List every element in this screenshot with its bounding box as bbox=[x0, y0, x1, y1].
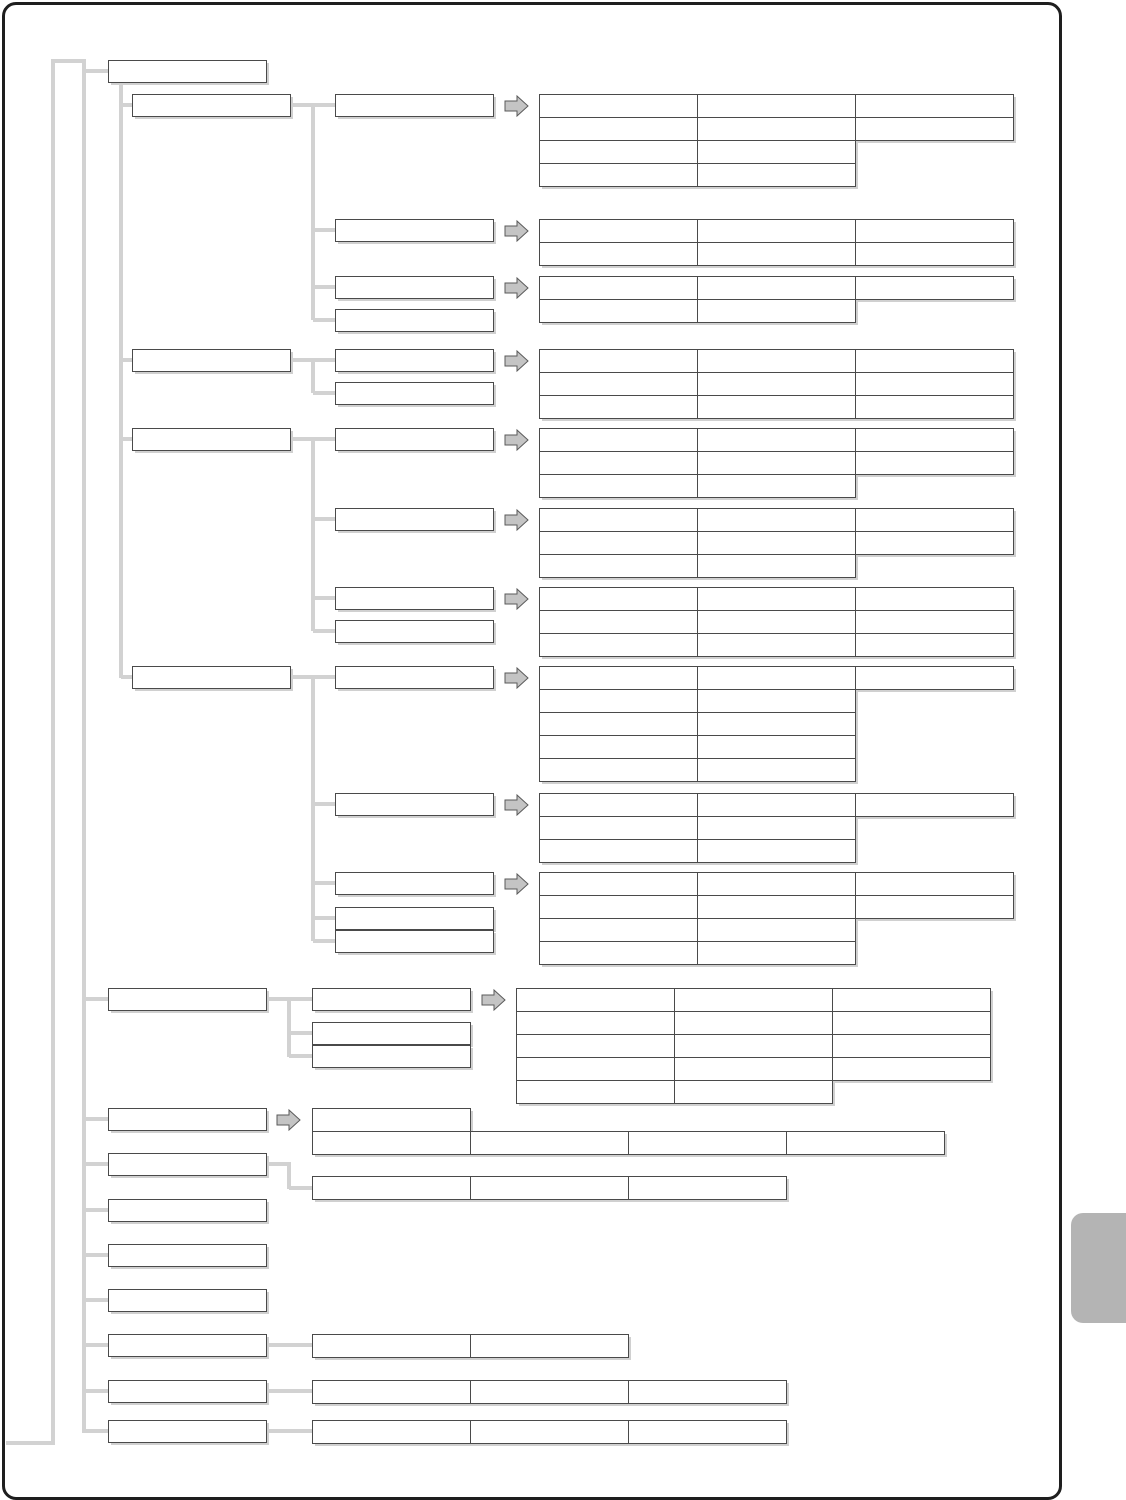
option-grid-2-1-cell bbox=[856, 509, 1014, 532]
right-arrow-icon bbox=[505, 221, 528, 241]
option-row-9-cell bbox=[471, 1421, 629, 1444]
option-grid-2-2-cell bbox=[698, 588, 856, 611]
right-arrow-icon bbox=[505, 589, 528, 609]
connector-line bbox=[121, 103, 132, 107]
item-node-0-0 bbox=[336, 95, 494, 117]
option-grid-2-1-cell bbox=[540, 555, 698, 578]
tree-nodes bbox=[109, 61, 1017, 1447]
connector-line bbox=[121, 358, 132, 362]
right-arrow-icon bbox=[505, 668, 528, 688]
option-grid-3-2-cell bbox=[698, 919, 856, 942]
item-spine-line bbox=[311, 439, 315, 631]
option-grid-1-0-cell bbox=[698, 373, 856, 396]
option-grid-1-0-cell bbox=[856, 350, 1014, 373]
option-grid-l1-0-cell bbox=[833, 989, 991, 1012]
option-grid-0-1-cell bbox=[540, 220, 698, 243]
option-grid-2-2-cell bbox=[856, 588, 1014, 611]
connector-line bbox=[266, 1162, 289, 1166]
option-grid-0-0-cell bbox=[698, 118, 856, 141]
option-grid-1-0-cell bbox=[856, 396, 1014, 419]
connector-line bbox=[84, 1343, 108, 1347]
main-trunk-line bbox=[51, 59, 55, 1445]
level1-node-4 bbox=[109, 1200, 267, 1222]
option-grid-l1-0-cell bbox=[517, 1058, 675, 1081]
option-grid-0-2-cell bbox=[698, 277, 856, 300]
connector-line bbox=[84, 1389, 108, 1393]
option-grid-3-2-cell bbox=[540, 942, 698, 965]
option-grid-3-1-cell bbox=[540, 840, 698, 863]
option-grid-0-0-cell bbox=[856, 118, 1014, 141]
panel-row-cell bbox=[313, 1132, 471, 1155]
panel-row-cell bbox=[787, 1132, 945, 1155]
connector-line bbox=[313, 103, 335, 107]
option-grid-0-0-cell bbox=[856, 95, 1014, 118]
option-grid-3-0-cell bbox=[856, 667, 1014, 690]
option-row-8-cell bbox=[471, 1381, 629, 1404]
connector-line bbox=[313, 358, 335, 362]
option-grid-3-0-cell bbox=[698, 736, 856, 759]
level1-1-item-2 bbox=[313, 1046, 471, 1068]
option-grid-l1-0-cell bbox=[675, 1058, 833, 1081]
connector-line bbox=[313, 596, 335, 600]
option-grid-3-1-cell bbox=[698, 794, 856, 817]
item-spine-line bbox=[287, 999, 291, 1057]
connector-line bbox=[290, 358, 313, 362]
connector-line bbox=[313, 629, 335, 633]
option-row-7-cell bbox=[471, 1335, 629, 1358]
item-node-0-1 bbox=[336, 220, 494, 242]
connector-line bbox=[266, 1389, 312, 1393]
connector-line bbox=[84, 997, 108, 1001]
option-row-8-cell bbox=[629, 1381, 787, 1404]
connector-line bbox=[84, 1253, 108, 1257]
option-grid-l1-0-cell bbox=[675, 1012, 833, 1035]
connector-line bbox=[313, 881, 335, 885]
trunk-top-line bbox=[53, 59, 84, 63]
level1-node-0 bbox=[109, 61, 267, 83]
connector-line bbox=[84, 1162, 108, 1166]
option-grid-3-0-cell bbox=[698, 690, 856, 713]
connector-line bbox=[266, 997, 289, 1001]
connector-line bbox=[289, 997, 312, 1001]
right-arrow-icon bbox=[505, 795, 528, 815]
option-grid-2-1-cell bbox=[698, 532, 856, 555]
level1-node-9 bbox=[109, 1421, 267, 1443]
option-grid-0-2-cell bbox=[540, 300, 698, 323]
option-grid-2-1-cell bbox=[698, 509, 856, 532]
option-grid-2-2-cell bbox=[540, 634, 698, 657]
option-grid-3-0-cell bbox=[698, 667, 856, 690]
right-arrow-icon bbox=[505, 351, 528, 371]
connector-line bbox=[290, 675, 313, 679]
connector-line bbox=[121, 675, 132, 679]
option-grid-2-2-cell bbox=[540, 611, 698, 634]
right-arrow-icon bbox=[505, 874, 528, 894]
level1-node-1 bbox=[109, 989, 267, 1011]
item-node-3-3 bbox=[336, 908, 494, 930]
option-grid-0-0-cell bbox=[540, 118, 698, 141]
connector-line bbox=[287, 1162, 291, 1189]
option-grid-2-0-cell bbox=[856, 429, 1014, 452]
connector-line bbox=[290, 103, 313, 107]
option-grid-3-0-cell bbox=[540, 690, 698, 713]
connector-line bbox=[313, 285, 335, 289]
option-grid-0-0-cell bbox=[540, 164, 698, 187]
option-row-3-cell bbox=[313, 1177, 471, 1200]
option-grid-l1-0-cell bbox=[517, 1012, 675, 1035]
connector-line bbox=[313, 675, 335, 679]
option-grid-2-2-cell bbox=[856, 611, 1014, 634]
option-row-9-cell bbox=[629, 1421, 787, 1444]
option-grid-0-0-cell bbox=[540, 95, 698, 118]
item-node-2-0 bbox=[336, 429, 494, 451]
item-node-0-3 bbox=[336, 310, 494, 332]
connector-line bbox=[313, 228, 335, 232]
right-arrow-icon bbox=[505, 510, 528, 530]
option-grid-0-0-cell bbox=[698, 141, 856, 164]
subgroup-node-2 bbox=[133, 429, 291, 451]
connector-line bbox=[313, 802, 335, 806]
option-grid-0-1-cell bbox=[698, 243, 856, 266]
connector-line bbox=[313, 391, 335, 395]
level1-1-item-0 bbox=[313, 989, 471, 1011]
connector-line bbox=[84, 69, 108, 73]
level1-spine-line bbox=[82, 59, 86, 1433]
connector-line bbox=[289, 1186, 312, 1190]
option-grid-0-0-cell bbox=[540, 141, 698, 164]
option-grid-1-0-cell bbox=[698, 396, 856, 419]
panel-row-cell bbox=[471, 1132, 629, 1155]
item-node-3-0 bbox=[336, 667, 494, 689]
option-grid-3-2-cell bbox=[856, 873, 1014, 896]
connector-line bbox=[84, 1429, 108, 1433]
connector-line bbox=[313, 318, 335, 322]
option-grid-0-1-cell bbox=[856, 220, 1014, 243]
option-grid-0-2-cell bbox=[856, 277, 1014, 300]
option-grid-2-0-cell bbox=[540, 475, 698, 498]
option-grid-2-0-cell bbox=[540, 452, 698, 475]
item-node-2-1 bbox=[336, 509, 494, 531]
option-grid-0-0-cell bbox=[698, 164, 856, 187]
option-grid-0-2-cell bbox=[698, 300, 856, 323]
subgroup-node-1 bbox=[133, 350, 291, 372]
option-row-7-cell bbox=[313, 1335, 471, 1358]
connector-line bbox=[84, 1208, 108, 1212]
level1-node-2 bbox=[109, 1109, 267, 1131]
right-arrow-icon bbox=[482, 990, 505, 1010]
connector-line bbox=[121, 437, 132, 441]
option-grid-3-2-cell bbox=[540, 896, 698, 919]
option-grid-2-0-cell bbox=[698, 429, 856, 452]
option-grid-l1-0-cell bbox=[833, 1035, 991, 1058]
item-spine-line bbox=[311, 677, 315, 941]
connector-line bbox=[84, 1117, 108, 1121]
item-node-2-3 bbox=[336, 621, 494, 643]
option-grid-2-1-cell bbox=[540, 532, 698, 555]
level1-node-7 bbox=[109, 1335, 267, 1357]
option-grid-2-0-cell bbox=[856, 452, 1014, 475]
option-grid-0-1-cell bbox=[540, 243, 698, 266]
option-row-9-cell bbox=[313, 1421, 471, 1444]
option-grid-3-2-cell bbox=[540, 873, 698, 896]
option-grid-3-2-cell bbox=[698, 942, 856, 965]
option-grid-0-2-cell bbox=[540, 277, 698, 300]
level1-node-5 bbox=[109, 1245, 267, 1267]
option-row-3-cell bbox=[629, 1177, 787, 1200]
option-grid-3-0-cell bbox=[698, 713, 856, 736]
option-grid-3-0-cell bbox=[540, 713, 698, 736]
option-grid-1-0-cell bbox=[540, 350, 698, 373]
option-grid-3-1-cell bbox=[698, 840, 856, 863]
option-grid-2-0-cell bbox=[540, 429, 698, 452]
option-grid-l1-0-cell bbox=[517, 989, 675, 1012]
option-grid-2-1-cell bbox=[856, 532, 1014, 555]
option-grid-l1-0-cell bbox=[517, 1035, 675, 1058]
option-grid-3-2-cell bbox=[698, 896, 856, 919]
option-row-8-cell bbox=[313, 1381, 471, 1404]
option-grid-2-2-cell bbox=[856, 634, 1014, 657]
option-grid-1-0-cell bbox=[540, 396, 698, 419]
option-grid-l1-0-cell bbox=[517, 1081, 675, 1104]
option-grid-l1-0-cell bbox=[675, 989, 833, 1012]
root-return-line bbox=[6, 1441, 53, 1445]
connector-line bbox=[289, 1031, 312, 1035]
option-grid-3-0-cell bbox=[540, 736, 698, 759]
panel-top-cell bbox=[313, 1109, 471, 1132]
connector-line bbox=[289, 1054, 312, 1058]
option-grid-0-1-cell bbox=[856, 243, 1014, 266]
item-node-2-2 bbox=[336, 588, 494, 610]
option-grid-3-1-cell bbox=[540, 794, 698, 817]
item-node-0-2 bbox=[336, 277, 494, 299]
item-node-3-2 bbox=[336, 873, 494, 895]
item-spine-line bbox=[311, 360, 315, 393]
option-grid-2-1-cell bbox=[698, 555, 856, 578]
option-grid-1-0-cell bbox=[698, 350, 856, 373]
connector-line bbox=[266, 1429, 312, 1433]
option-grid-3-2-cell bbox=[856, 896, 1014, 919]
option-grid-3-0-cell bbox=[698, 759, 856, 782]
level1-node-8 bbox=[109, 1381, 267, 1403]
option-row-3-cell bbox=[471, 1177, 629, 1200]
option-grid-3-2-cell bbox=[698, 873, 856, 896]
subgroup-node-0 bbox=[133, 95, 291, 117]
subgroup-node-3 bbox=[133, 667, 291, 689]
right-arrow-icon bbox=[277, 1110, 300, 1130]
connector-line bbox=[84, 1298, 108, 1302]
item-node-3-1 bbox=[336, 794, 494, 816]
option-grid-3-1-cell bbox=[856, 794, 1014, 817]
connector-line bbox=[313, 916, 335, 920]
option-grid-2-2-cell bbox=[540, 588, 698, 611]
right-arrow-icon bbox=[505, 96, 528, 116]
option-grid-3-2-cell bbox=[540, 919, 698, 942]
connector-line bbox=[313, 517, 335, 521]
item-node-3-4 bbox=[336, 931, 494, 953]
option-grid-2-0-cell bbox=[698, 452, 856, 475]
panel-row-cell bbox=[629, 1132, 787, 1155]
connector-lines bbox=[6, 59, 335, 1445]
item-node-1-1 bbox=[336, 383, 494, 405]
option-grid-2-0-cell bbox=[698, 475, 856, 498]
option-grid-3-0-cell bbox=[540, 667, 698, 690]
item-node-1-0 bbox=[336, 350, 494, 372]
subgroup-spine-line bbox=[119, 82, 123, 678]
option-grid-3-1-cell bbox=[540, 817, 698, 840]
option-grid-2-2-cell bbox=[698, 611, 856, 634]
option-grid-3-1-cell bbox=[698, 817, 856, 840]
connector-line bbox=[290, 437, 313, 441]
connector-line bbox=[266, 1343, 312, 1347]
connector-line bbox=[313, 437, 335, 441]
option-grid-l1-0-cell bbox=[675, 1035, 833, 1058]
option-grid-2-2-cell bbox=[698, 634, 856, 657]
option-grid-l1-0-cell bbox=[833, 1012, 991, 1035]
option-grid-l1-0-cell bbox=[833, 1058, 991, 1081]
option-grid-2-1-cell bbox=[540, 509, 698, 532]
right-arrow-icon bbox=[505, 278, 528, 298]
option-grid-1-0-cell bbox=[540, 373, 698, 396]
option-grid-1-0-cell bbox=[856, 373, 1014, 396]
option-grid-0-1-cell bbox=[698, 220, 856, 243]
right-arrow-icon bbox=[505, 430, 528, 450]
option-grid-l1-0-cell bbox=[675, 1081, 833, 1104]
level1-1-item-1 bbox=[313, 1023, 471, 1045]
option-grid-0-0-cell bbox=[698, 95, 856, 118]
connector-line bbox=[313, 939, 335, 943]
level1-node-3 bbox=[109, 1154, 267, 1176]
option-grid-3-0-cell bbox=[540, 759, 698, 782]
level1-node-6 bbox=[109, 1290, 267, 1312]
